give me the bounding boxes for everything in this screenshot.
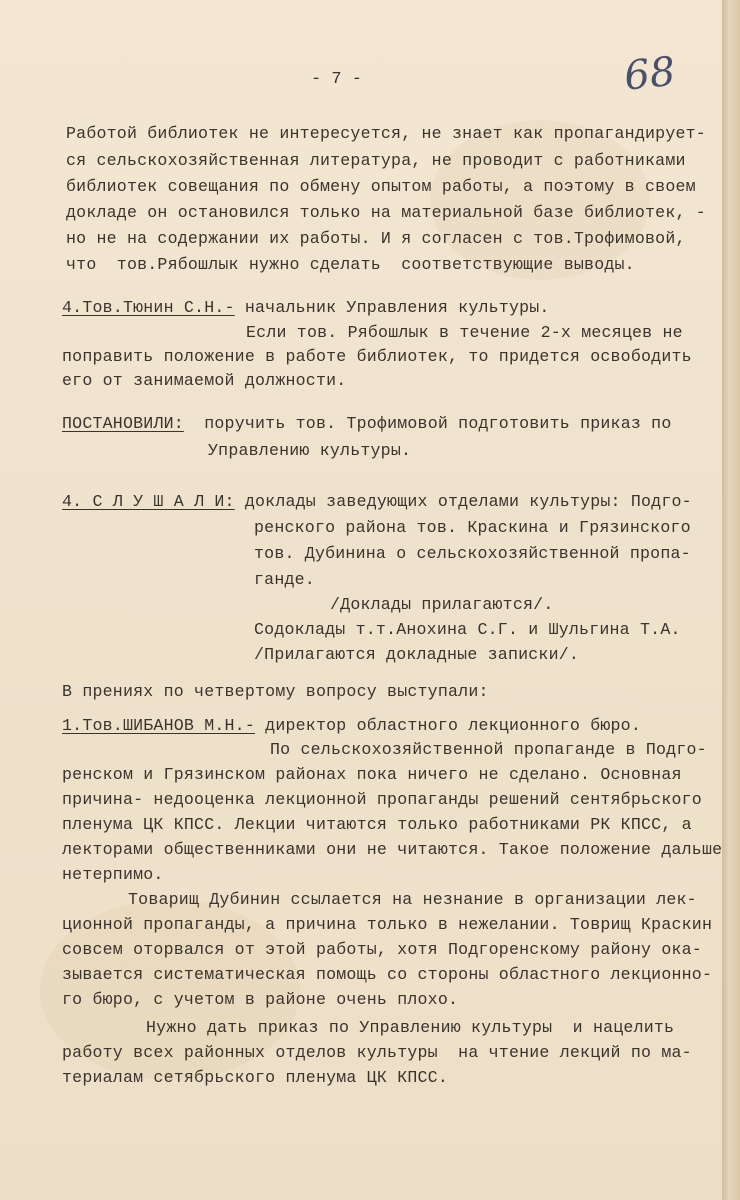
text-line: пленума ЦК КПСС. Лекции читаются только работниками РК КПСС, а xyxy=(62,815,692,834)
heard-text: доклады заведующих отделами культуры: Подго- xyxy=(234,492,692,511)
text-line: ционной пропаганды, а причина только в нежелании. Товрищ Краскин xyxy=(62,915,713,934)
text-line: зывается систематическая помощь со стороны областного лекционно- xyxy=(62,965,713,984)
text-line: ганде. xyxy=(254,570,315,589)
text-line: Если тов. Рябошлык в течение 2-х месяцев не xyxy=(246,323,683,342)
text-line: /Прилагаются докладные записки/. xyxy=(254,645,580,664)
text-line: докладе он остановился только на материальной базе библиотек, - xyxy=(66,203,706,222)
text-line: нетерпимо. xyxy=(62,865,164,884)
text-line: По сельскохозяйственной пропаганде в Подго- xyxy=(270,740,707,759)
heard-line xyxy=(62,492,692,511)
text-line: го бюро, с учетом в районе очень плохо. xyxy=(62,990,459,1009)
speaker-role: директор областного лекционного бюро. xyxy=(255,716,641,735)
text-line: /Доклады прилагаются/. xyxy=(330,595,554,614)
resolution-line xyxy=(62,414,671,433)
text-line: но не на содержании их работы. И я согласен с тов.Трофимовой, xyxy=(66,229,686,248)
speaker-role: начальник Управления культуры. xyxy=(234,298,550,317)
resolution-text: поручить тов. Трофимовой подготовить приказ по xyxy=(183,414,672,433)
text-line: Управлению культуры. xyxy=(208,441,412,460)
text-line: Нужно дать приказ по Управлению культуры и нацелить xyxy=(146,1018,675,1037)
text-line: териалам сетябрьского пленума ЦК КПСС. xyxy=(62,1068,448,1087)
text-line: поправить положение в работе библиотек, то придется освободить xyxy=(62,347,692,366)
text-line: ся сельскохозяйственная литература, не проводит с работниками xyxy=(66,151,686,170)
text-line: Содоклады т.т.Анохина С.Г. и Шульгина Т.А. xyxy=(254,620,681,639)
text-line: Товарищ Дубинин ссылается на незнание в организации лек- xyxy=(128,890,697,909)
text-line: работу всех районных отделов культуры на чтение лекций по ма- xyxy=(62,1043,692,1062)
page-edge xyxy=(722,0,740,1200)
text-line: тов. Дубинина о сельскохозяйственной пропа- xyxy=(254,544,691,563)
text-line: Работой библиотек не интересуется, не знает как пропагандирует- xyxy=(66,124,706,143)
speaker-name: 4.Тов.Тюнин С.Н.- xyxy=(62,298,235,317)
speaker-line xyxy=(62,716,641,735)
text-line: В прениях по четвертому вопросу выступали: xyxy=(62,682,489,701)
text-line: ренского района тов. Краскина и Грязинского xyxy=(254,518,691,537)
text-line: его от занимаемой должности. xyxy=(62,371,347,390)
speaker-name: 1.Тов.ШИБАНОВ М.Н.- xyxy=(62,716,255,735)
speaker-line xyxy=(62,298,550,317)
text-line: ренском и Грязинском районах пока ничего не сделано. Основная xyxy=(62,765,682,784)
page-number: - 7 - xyxy=(311,70,363,89)
text-line: совсем оторвался от этой работы, хотя Подгоренскому району ока- xyxy=(62,940,702,959)
resolution-label: ПОСТАНОВИЛИ: xyxy=(62,414,184,433)
text-line: причина- недооценка лекционной пропаганды решений сентябрьского xyxy=(62,790,702,809)
text-line: лекторами общественниками они не читаются. Такое положение дальше xyxy=(62,840,722,859)
text-line: библиотек совещания по обмену опытом работы, а поэтому в своем xyxy=(66,177,696,196)
heard-label: 4. С Л У Ш А Л И: xyxy=(62,492,235,511)
folio-number: 68 xyxy=(622,48,678,100)
text-line: что тов.Рябошлык нужно сделать соответствующие выводы. xyxy=(66,255,635,274)
